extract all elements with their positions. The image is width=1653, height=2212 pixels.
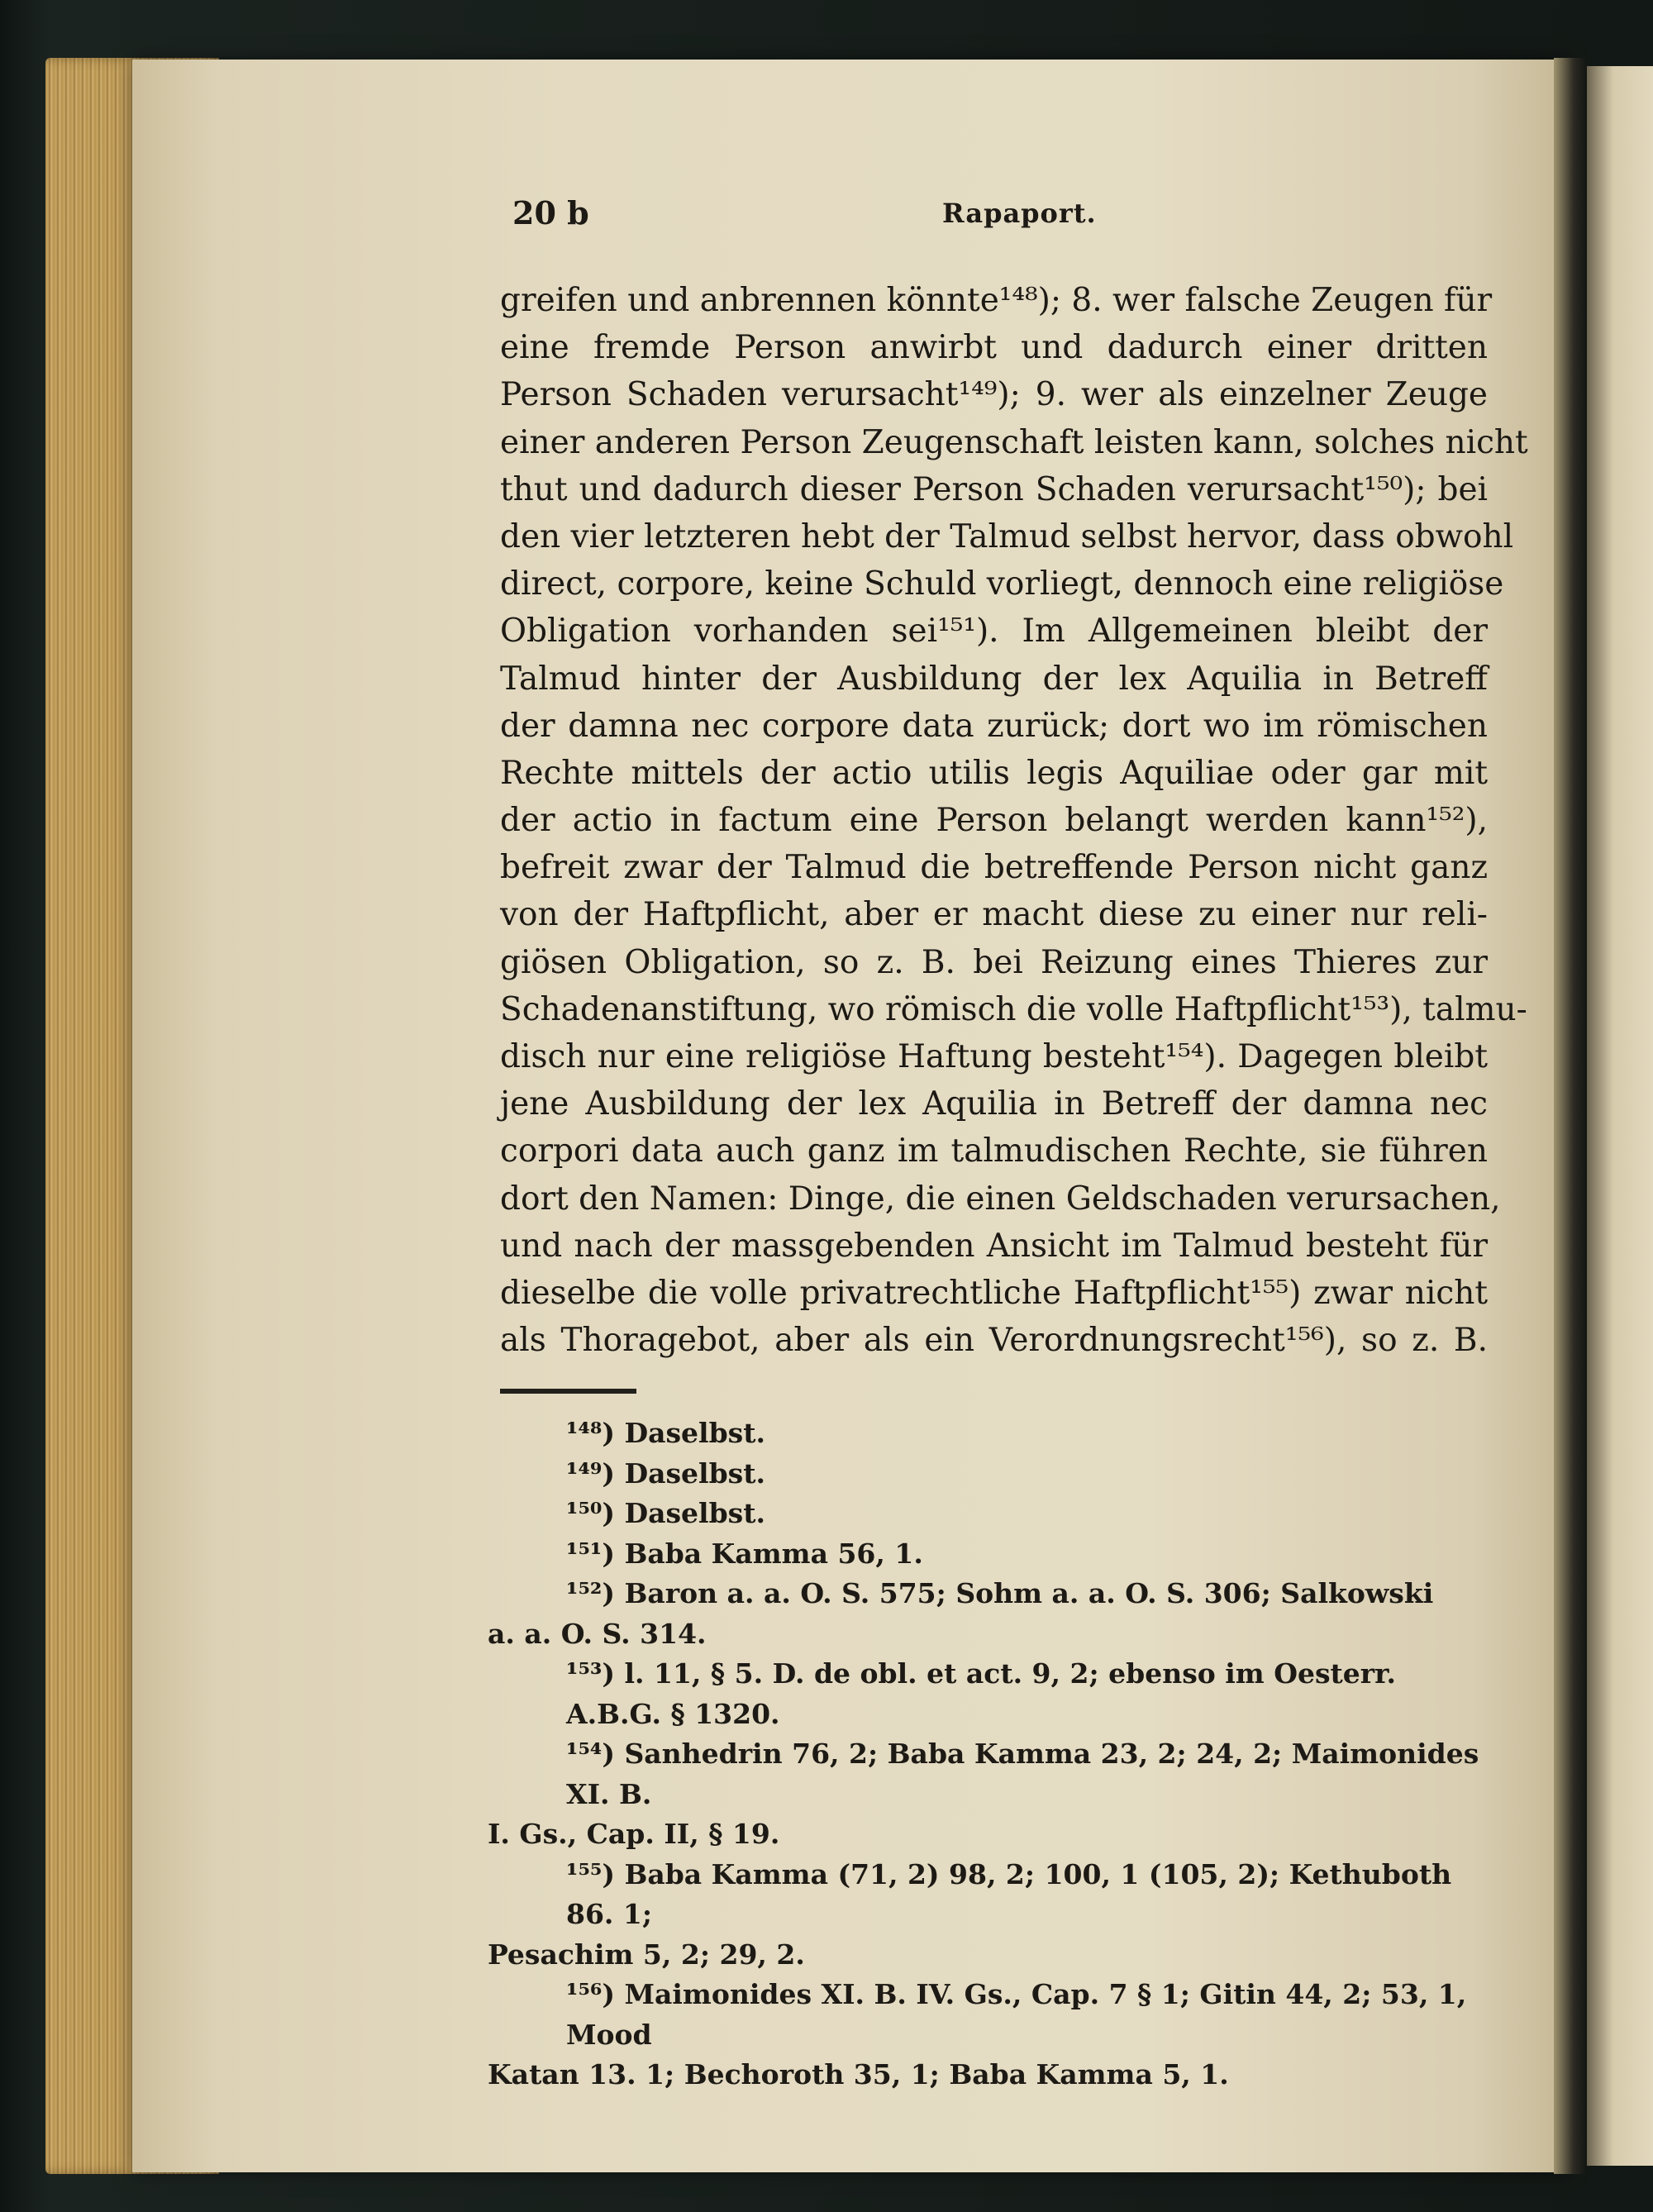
footnote-continuation: a. a. O. S. 314.: [488, 1617, 707, 1650]
footnote-text: ¹⁵³) l. 11, § 5. D. de obl. et act. 9, 2; ebenso im Oesterr. A.B.G. § 1320.: [566, 1657, 1397, 1730]
page-number: 20 b: [512, 194, 589, 231]
body-line: dort den Namen: Dinge, die einen Geldschaden verursachen,: [500, 1180, 1501, 1218]
running-head: Rapaport.: [942, 198, 1097, 229]
footnote-continuation: Katan 13. 1; Bechoroth 35, 1; Baba Kamma 5, 1.: [488, 2058, 1229, 2090]
body-line: Person Schaden verursacht¹⁴⁹); 9. wer als einzelner Zeuge: [500, 376, 1488, 414]
footnote-rule: [500, 1389, 636, 1394]
footnote: [488, 1654, 1479, 1734]
footnote-text: ¹⁴⁹) Daselbst.: [566, 1456, 765, 1490]
body-line: jene Ausbildung der lex Aquilia in Betreff der damna nec: [500, 1085, 1488, 1123]
body-line: von der Haftpflicht, aber er macht diese zu einer nur reli-: [500, 896, 1488, 934]
footnote-continuation: Pesachim 5, 2; 29, 2.: [488, 1938, 805, 1971]
body-line: als Thoragebot, aber als ein Verordnungsrecht¹⁵⁶), so z. B.: [500, 1322, 1488, 1360]
footnotes: [488, 1413, 1479, 2095]
book-gutter: [1554, 58, 1587, 2174]
body-line: den vier letzteren hebt der Talmud selbst hervor, dass obwohl: [500, 517, 1514, 555]
body-line: befreit zwar der Talmud die betreffende Person nicht ganz: [500, 849, 1488, 887]
footnote-continuation: I. Gs., Cap. II, § 19.: [488, 1818, 780, 1850]
body-line: greifen und anbrennen könnte¹⁴⁸); 8. wer falsche Zeugen für: [500, 282, 1493, 319]
footnote: [488, 1494, 1479, 1534]
body-line: Obligation vorhanden sei¹⁵¹). Im Allgemeinen bleibt der: [500, 613, 1488, 651]
footnote: [488, 1734, 1479, 1855]
body-line: dieselbe die volle privatrechtliche Haftpflicht¹⁵⁵) zwar nicht: [500, 1274, 1488, 1312]
footnote-text: ¹⁵⁵) Baba Kamma (71, 2) 98, 2; 100, 1 (105, 2); Kethuboth 86. 1;: [566, 1857, 1452, 1930]
footnote-text: ¹⁵²) Baron a. a. O. S. 575; Sohm a. a. O. S. 306; Salkowski: [566, 1577, 1434, 1609]
footnote-text: ¹⁵⁶) Maimonides XI. B. IV. Gs., Cap. 7 § 1; Gitin 44, 2; 53, 1, Mood: [566, 1978, 1467, 2051]
body-line: der actio in factum eine Person belangt werden kann¹⁵²),: [500, 802, 1488, 840]
footnote-text: ¹⁵⁰) Daselbst.: [566, 1497, 765, 1529]
body-line: eine fremde Person anwirbt und dadurch einer dritten: [500, 329, 1488, 367]
body-line: direct, corpore, keine Schuld vorliegt, dennoch eine religiöse: [500, 565, 1504, 603]
body-line: Schadenanstiftung, wo römisch die volle Haftpflicht¹⁵³), talmu-: [500, 990, 1527, 1028]
body-line: thut und dadurch dieser Person Schaden verursacht¹⁵⁰); bei: [500, 470, 1488, 508]
body-line: giösen Obligation, so z. B. bei Reizung eines Thieres zur: [500, 943, 1488, 981]
body-line: und nach der massgebenden Ansicht im Talmud besteht für: [500, 1227, 1488, 1265]
body-line: corpori data auch ganz im talmudischen Rechte, sie führen: [500, 1132, 1488, 1170]
body-line: Talmud hinter der Ausbildung der lex Aquilia in Betreff: [500, 660, 1488, 698]
body-line: der damna nec corpore data zurück; dort wo im römischen: [500, 707, 1488, 745]
body-text: [500, 277, 1528, 1364]
body-line: disch nur eine religiöse Haftung besteht¹⁵⁴). Dagegen bleibt: [500, 1038, 1488, 1075]
footnote: [488, 1855, 1479, 1976]
body-line: Rechte mittels der actio utilis legis Aquiliae oder gar mit: [500, 754, 1488, 792]
footnote-text: ¹⁴⁸) Daselbst.: [566, 1417, 765, 1449]
page-header: [512, 194, 1488, 244]
footnote: [488, 1574, 1479, 1654]
facing-page-edge: [1587, 66, 1653, 2166]
footnote: [488, 1413, 1479, 1454]
body-line: einer anderen Person Zeugenschaft leisten kann, solches nicht: [500, 423, 1528, 461]
footnote: [488, 1454, 1479, 1495]
footnote-text: ¹⁵¹) Baba Kamma 56, 1.: [566, 1537, 923, 1570]
footnote: [488, 1975, 1479, 2095]
footnote-text: ¹⁵⁴) Sanhedrin 76, 2; Baba Kamma 23, 2; 24, 2; Maimonides XI. B.: [566, 1738, 1479, 1810]
footnote: [488, 1534, 1479, 1575]
